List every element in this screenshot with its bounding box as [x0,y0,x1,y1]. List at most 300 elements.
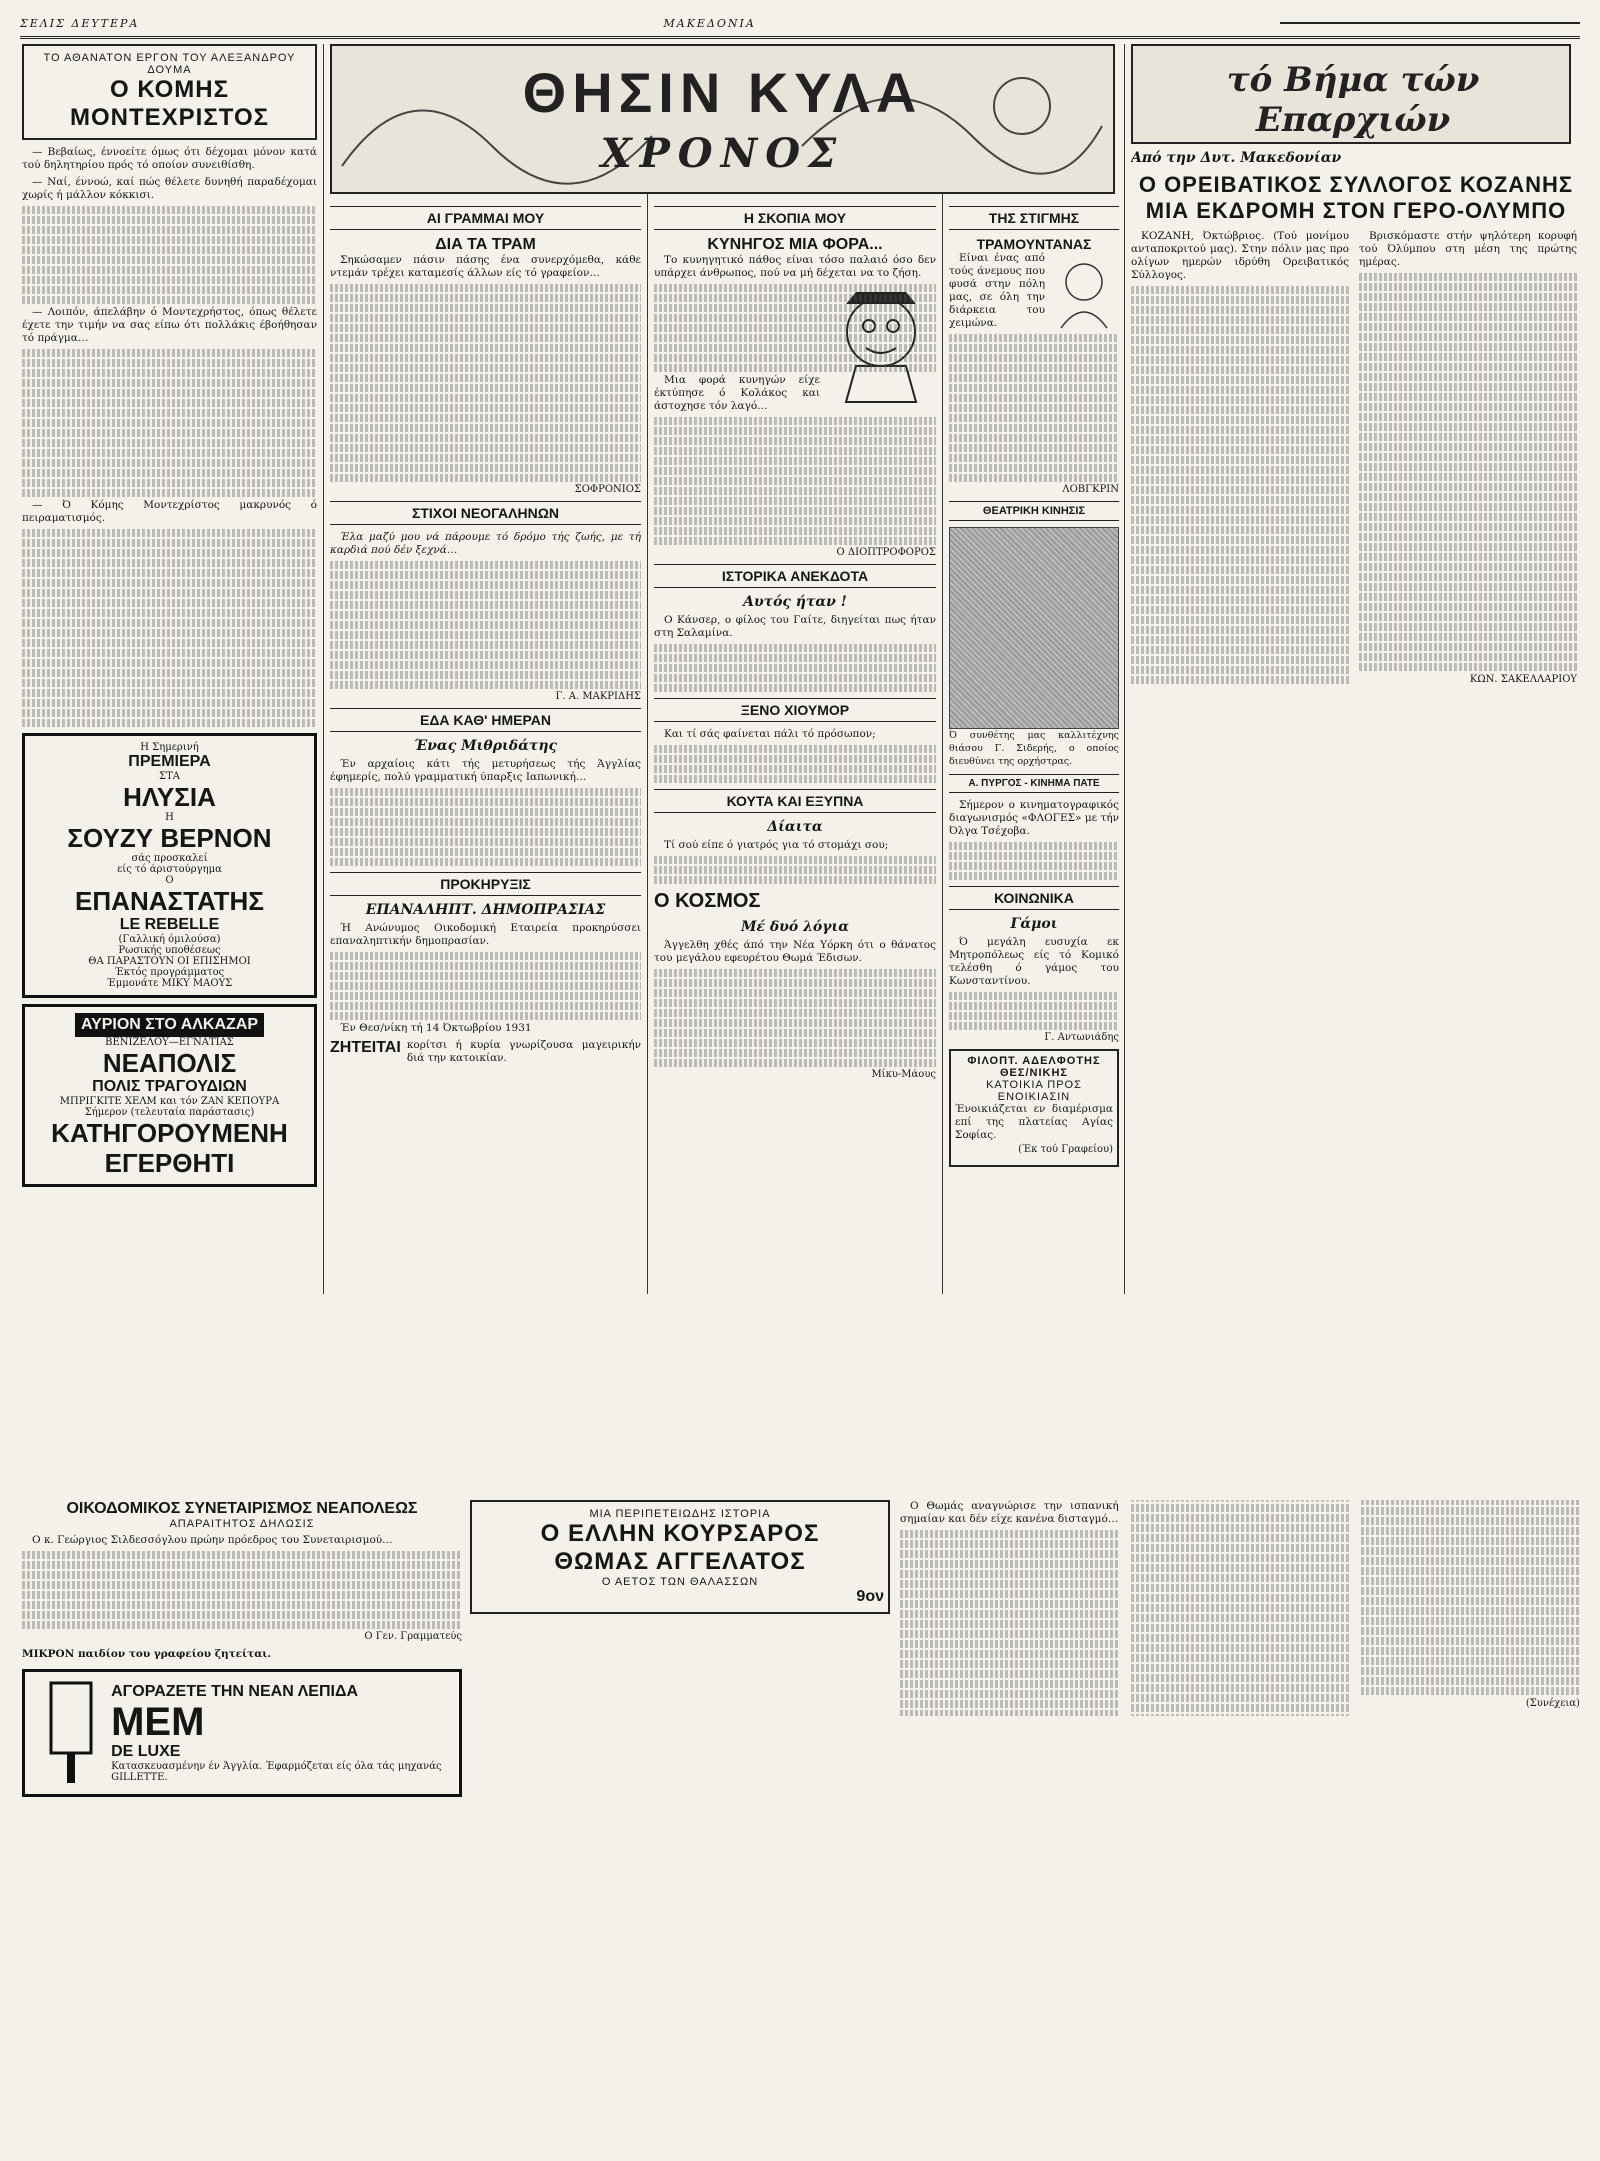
text-line [330,464,641,472]
text-line [654,1009,936,1017]
text-line [949,852,1119,860]
notice-title: ΟΙΚΟΔΟΜΙΚΟΣ ΣΥΝΕΤΑΙΡΙΣΜΟΣ ΝΕΑΠΟΛΕΩΣ [66,1500,418,1517]
text-line [330,581,641,589]
paragraph: Το κυνηγητικό πάθος είναι τόσο παλαιό όσο δεν υπάρχει άνθρωπος, πού να μή δέχεται να το ζήση. [654,254,936,279]
text-line [900,1550,1119,1558]
text-line [1359,653,1577,661]
subheading: Αυτός ήταν ! [743,594,847,610]
text-line [654,654,936,662]
text-line [22,719,317,727]
text-line [654,487,936,495]
text-line [22,1601,462,1609]
paragraph: Και τί σάς φαίνεται πάλι τό πρόσωπον; [664,728,876,740]
text-line [22,579,317,587]
ad-line: Ρωσικής υποθέσεως [118,945,221,956]
serial-kicker: ΜΙΑ ΠΕΡΙΠΕΤΕΙΩΔΗΣ ΙΣΤΟΡΙΑ [589,1508,771,1520]
serial-story [470,1500,1580,2140]
text-line [330,571,641,579]
text-line [22,236,317,244]
text-line [22,449,317,457]
text-line [22,389,317,397]
text-line [330,621,641,629]
text-line [1131,356,1349,364]
photo-caption: Ό συνθέτης μας καλλιτέχνης θιάσου Γ. Σιδερής, ο οποίος διευθύνει της ορχήστρας. [949,730,1119,767]
article-body [330,254,641,482]
text-line [330,414,641,422]
column-banner [330,44,1115,194]
text-line [330,364,641,372]
text-line [22,589,317,597]
text-line [1361,1687,1580,1695]
text-line [1361,1677,1580,1685]
section-header: ΤΗΣ ΣΤΙΓΜΗΣ [949,206,1119,230]
text-line [900,1590,1119,1598]
text-line [330,601,641,609]
text-line [654,1039,936,1047]
text-line [1359,503,1577,511]
text-line [1131,516,1349,524]
text-line [1131,496,1349,504]
section-header: Ο ΚΟΣΜΟΣ [654,890,761,912]
text-line [330,641,641,649]
text-line [1359,493,1577,501]
text-line [1131,396,1349,404]
text-line [654,969,936,977]
text-line [949,872,1119,880]
ad-line: Η [165,812,174,823]
signature: ΛΟΒΓΚΡΙΝ [1062,484,1119,495]
razor-brand-sub: DE LUXE [111,1743,181,1760]
text-line [654,447,936,455]
notice-text: Ένοικιάζεται εν διαμέρισμα επί της πλατείας Αγίας Σοφίας. [955,1103,1113,1141]
text-line [22,409,317,417]
text-line [1359,273,1577,281]
text-line [1131,1604,1350,1612]
text-line [654,437,936,445]
text-line [22,419,317,427]
text-line [949,354,1119,362]
ad-line: είς τό άριστούργημα [117,864,222,875]
text-line [1131,1644,1350,1652]
text-line [330,1012,641,1020]
text-line [22,609,317,617]
text-line [330,848,641,856]
text-line [1131,616,1349,624]
text-line [330,671,641,679]
section-header: ΚΟΙΝΩΝΙΚΑ [949,886,1119,910]
article-body [654,939,936,1067]
classified [330,1039,641,1065]
text-line [1361,1557,1580,1565]
subheading: Γάμοι [1010,916,1058,932]
column-rule [647,44,648,1294]
text-line [1131,646,1349,654]
text-line [330,818,641,826]
serial-title: Ο ΚΟΜΗΣ ΜΟΝΤΕΧΡΙΣΤΟΣ [69,76,270,131]
text-line [1131,366,1349,374]
razor-ad [22,1669,462,1797]
signature: Ο Γεν. Γραμματεύς [364,1631,462,1642]
lower-left [22,1500,462,2140]
text-line [1131,416,1349,424]
text-line [330,611,641,619]
text-line [1131,1694,1350,1702]
text-line [1359,613,1577,621]
text-line [1359,423,1577,431]
ad-line: Έκτός προγράμματος [114,967,225,978]
ad-line: ΠΡΕΜΙΕΡΑ [128,753,211,770]
text-line [22,639,317,647]
text-line [22,669,317,677]
article-body [654,254,936,545]
text-line [1361,1507,1580,1515]
banner-title: τό Βήμα τών Επαρχιών [1226,60,1480,140]
text-line [1359,353,1577,361]
text-line [1359,483,1577,491]
text-line [1359,533,1577,541]
text-line [654,999,936,1007]
text-line [1131,546,1349,554]
text-line [949,1022,1119,1030]
section-header: ΣΤΙΧΟΙ ΝΕΟΓΑΛΗΝΩΝ [330,501,641,525]
text-line [654,284,936,292]
ad-line: ΕΠΑΝΑΣΤΑΤΗΣ [75,886,264,916]
notice-signature: (Έκ τού Γραφείου) [1018,1144,1113,1155]
text-line [1359,583,1577,591]
text-line [22,266,317,274]
poem [330,531,641,689]
text-line [1131,536,1349,544]
text-line [330,394,641,402]
text-line [949,454,1119,462]
text-line [330,374,641,382]
text-line [330,334,641,342]
text-line [1131,636,1349,644]
section-header: ΞΕΝΟ ΧΙΟΥΜΟΡ [654,698,936,722]
text-line [1359,593,1577,601]
paragraph: — Βεβαίως, έννοείτε όμως ότι δέχομαι μόνον κατά τού δηλητηρίου πρός τό οποίον συνειθίσθη. [22,146,317,171]
text-line [949,364,1119,372]
text-line [1131,1614,1350,1622]
text-line [330,294,641,302]
article-title: ΤΡΑΜΟΥΝΤΑΝΑΣ [976,236,1092,252]
text-line [22,489,317,497]
text-line [654,684,936,692]
text-line [22,1571,462,1579]
text-line [22,559,317,567]
text-line [330,284,641,292]
text-line [22,226,317,234]
article-body-right [1359,230,1577,692]
text-line [22,246,317,254]
text-line [1131,506,1349,514]
small-ad: ΜΙΚΡΟΝ παιδίον του γραφείου ζητείται. [22,1648,272,1660]
razor-ad-content [111,1683,453,1783]
text-line [654,979,936,987]
text-line [1359,363,1577,371]
text-line [654,765,936,773]
text-line [1131,436,1349,444]
signature: Μίκυ-Μάους [871,1069,936,1080]
text-line [1359,333,1577,341]
text-line [22,439,317,447]
text-line [22,569,317,577]
ad-line: ΑΥΡΙΟΝ ΣΤΟ ΑΛΚΑΖΑΡ [75,1013,264,1037]
text-line [1131,1594,1350,1602]
text-line [1131,1554,1350,1562]
text-line [1361,1517,1580,1525]
paragraph: — Ναί, έννοώ, καί πώς θέλετε δυνηθή παραδέχομαι χωρίς ή μάλλον κόκκισι. [22,176,317,201]
text-line [22,369,317,377]
text-line [900,1640,1119,1648]
text-line [949,474,1119,482]
text-line [1361,1567,1580,1575]
cinema-ad-elysia [22,733,317,998]
text-line [654,745,936,753]
text-line [1131,566,1349,574]
text-line [330,314,641,322]
text-line [330,444,641,452]
text-line [900,1630,1119,1638]
text-line [22,379,317,387]
text-line [654,507,936,515]
text-line [22,529,317,537]
text-line [22,349,317,357]
text-line [22,1591,462,1599]
text-line [1131,406,1349,414]
text-line [900,1650,1119,1658]
text-line [654,324,936,332]
text-line [654,294,936,302]
text-line [22,539,317,547]
ad-line: ΣΤΑ [159,771,180,782]
text-line [1359,623,1577,631]
text-line [1359,403,1577,411]
text-line [949,444,1119,452]
text-line [949,424,1119,432]
text-line [900,1680,1119,1688]
text-line [1359,313,1577,321]
text-line [330,591,641,599]
text-line [1131,676,1349,684]
paragraph: — Λοιπόν, άπελάβην ό Μοντεχρήστος, όπως θέλετε έχετε την τιμήν να σας είπω ότι πολλάκις έβοήθησαν τό πράγμα… [22,306,317,344]
serial-title-2: ΘΩΜΑΣ ΑΓΓΕΛΑΤΟΣ [554,1548,806,1575]
text-line [900,1620,1119,1628]
banner-subtitle: Από την Δυτ. Μακεδονίαν [1131,150,1342,166]
ad-line: ΜΠΡΙΓΚΙΤΕ ΧΕΛΜ και τόν ΖΑΝ ΚΕΠΟΥΡΑ [59,1096,280,1107]
text-line [654,856,936,864]
ad-line: σάς προσκαλεί [131,853,208,864]
text-line [654,344,936,352]
text-line [1359,413,1577,421]
ad-line: ΝΕΑΠΟΛΙΣ [102,1048,237,1078]
text-line [1131,586,1349,594]
text-line [949,434,1119,442]
column-montecristo [22,44,317,1484]
text-line [1361,1597,1580,1605]
paragraph: Τί σού είπε ό γιατρός για τό στομάχι σου; [664,839,889,851]
signature: ΚΩΝ. ΣΑΚΕΛΛΑΡΙΟΥ [1469,674,1577,685]
column-rule [323,44,324,1294]
column-rule [942,44,943,1294]
text-line [1131,326,1349,334]
column-grammai [330,200,641,1250]
column-stigmis [949,200,1119,1250]
text-line [1131,656,1349,664]
text-line [900,1530,1119,1538]
text-line [1359,663,1577,671]
text-line [949,464,1119,472]
text-line [1361,1607,1580,1615]
notice-title: ΦΙΛΟΠΤ. ΑΔΕΛΦΟΤΗΣ ΘΕΣ/ΝΙΚΗΣ [967,1055,1101,1079]
text-line [1131,466,1349,474]
paragraph: Ο Θωμάς αναγνώρισε την ισπανική σημαίαν και δέν είχε κανένα δισταγμό… [900,1500,1119,1525]
section-header: ΙΣΤΟΡΙΚΑ ΑΝΕΚΔΟΤΑ [654,564,936,588]
text-line [22,359,317,367]
text-line [654,314,936,322]
text-line [330,838,641,846]
text-line [330,304,641,312]
text-line [330,982,641,990]
masthead-right-rule [1280,22,1580,24]
text-line [654,1019,936,1027]
text-line [330,424,641,432]
text-line [900,1610,1119,1618]
section-header: ΕΔΑ ΚΑΘ' ΗΜΕΡΑΝ [330,708,641,732]
text-line [654,1029,936,1037]
paragraph: Έν αρχαίοις κάτι τής μετυρήσεως τής Άγγλίας έφημερίς, πολύ γραμματική ύπαρξις Ιαπωνική… [330,758,641,783]
text-line [1131,456,1349,464]
text-line [330,962,641,970]
text-line [1361,1537,1580,1545]
paragraph: Σήμερον ο κινηματογραφικός διαγωνισμός «ΦΛΟΓΕΣ» με τήν Όλγα Τσέχοβα. [949,799,1119,837]
paragraph: Ο Κάνσερ, ο φίλος του Γαίτε, διηγείται πως ήταν στη Σαλαμίνα. [654,614,936,639]
text-line [330,972,641,980]
text-line [1361,1577,1580,1585]
serial-body [22,146,317,727]
text-line [1131,1534,1350,1542]
text-line [22,629,317,637]
text-line [949,862,1119,870]
paragraph: — Ό Κόμης Μοντεχρίστος μακρυνός ό πειραματισμός. [22,499,317,524]
text-line [949,374,1119,382]
text-line [1131,1634,1350,1642]
serial-title: Ο ΕΛΛΗΝ ΚΟΥΡΣΑΡΟΣ [540,1520,820,1547]
text-line [1131,376,1349,384]
text-line [1361,1637,1580,1645]
text-line [1359,383,1577,391]
text-line [654,527,936,535]
text-line [1361,1657,1580,1665]
article-columns [1131,230,1581,692]
article-body [654,614,936,692]
section-header: Α. ΠΥΡΓΟΣ - ΚΙΝΗΜΑ ΠΑΤΕ [949,774,1119,793]
text-line [330,434,641,442]
text-line [900,1600,1119,1608]
text-line [1131,476,1349,484]
text-line [1131,1544,1350,1552]
text-line [1131,626,1349,634]
text-line [330,661,641,669]
paragraph: Ο κ. Γεώργιος Σιλδεσσόγλου πρώην πρόεδρος του Συνεταιρισμού… [32,1534,393,1546]
article-body [654,839,936,884]
article-headline: Ο ΟΡΕΙΒΑΤΙΚΟΣ ΣΥΛΛΟΓΟΣ ΚΟΖΑΝΗΣ [1138,172,1574,197]
text-line [654,775,936,783]
text-line [1359,323,1577,331]
text-line [1359,303,1577,311]
text-line [22,286,317,294]
text-line [22,689,317,697]
text-line [654,1049,936,1057]
article-body [949,252,1119,482]
text-line [654,876,936,884]
ad-line: Έμμονάτε ΜΙΚΥ ΜΑΟΥΣ [106,978,233,989]
text-line [1359,433,1577,441]
text-line [949,384,1119,392]
paragraph: Σηκώσαμεν πάσιν πάσης ένα συνερχόμεθα, κάθε ντεμάν τρέχει καταμεσίς άλλων είς τό γραφείον… [330,254,641,279]
text-line [1361,1627,1580,1635]
paragraph: Βρισκόμαστε στήν ψηλότερη κορυφή τού Όλύμπου στη μέση της πρώτης ημέρας. [1359,230,1577,268]
text-line [22,699,317,707]
text-line [1359,603,1577,611]
text-line [330,681,641,689]
text-line [1359,513,1577,521]
text-line [22,296,317,304]
text-line [654,467,936,475]
text-line [654,457,936,465]
text-line [1359,393,1577,401]
text-line [654,427,936,435]
text-line [1131,666,1349,674]
article-body [330,922,641,1035]
article-title: ΚΥΝΗΓΟΣ ΜΙΑ ΦΟΡΑ... [707,236,883,253]
ad-line: Σήμερον (τελευταία παράστασις) [84,1107,255,1118]
text-line [1359,283,1577,291]
paragraph: Έν Θεσ/νίκη τή 14 Όκτωβρίου 1931 [340,1022,532,1034]
text-line [654,517,936,525]
text-line [22,1561,462,1569]
text-line [1361,1617,1580,1625]
text-line [1359,523,1577,531]
text-line [1359,293,1577,301]
text-line [654,755,936,763]
text-line [900,1580,1119,1588]
text-line [22,459,317,467]
article-body-left [1131,230,1349,692]
text-line [654,417,936,425]
text-line [22,649,317,657]
column-provinces [1131,44,1581,1294]
text-line [1131,1504,1350,1512]
text-line [1359,443,1577,451]
razor-ad-title: ΑΓΟΡΑΖΕΤΕ ΤΗΝ ΝΕΑΝ ΛΕΠΙΔΑ [111,1683,358,1700]
text-line [1131,526,1349,534]
text-line [1131,446,1349,454]
text-line [22,659,317,667]
column-skopia [654,200,936,1250]
banner-subtitle: ΧΡΟΝΟΣ [600,130,845,177]
text-line [330,858,641,866]
paragraph: ΚΟΖΑΝΗ, Όκτώβριος. (Τού μονίμου ανταποκριτού μας). Στην πόλιν μας προ ολίγων ημερών ιδρύθη Ορειβατικός Σύλλογος. [1131,230,1349,281]
text-line [654,304,936,312]
text-line [949,1002,1119,1010]
text-line [900,1670,1119,1678]
paragraph: Ή Ανώνυμος Οικοδομική Εταιρεία προκηρύσσει επαναληπτικήν δημοπρασίαν. [330,922,641,947]
text-line [949,414,1119,422]
signature: Ο ΔΙΟΠΤΡΟΦΟΡΟΣ [836,547,936,558]
text-line [1131,306,1349,314]
razor-brand: MEM [111,1700,205,1744]
